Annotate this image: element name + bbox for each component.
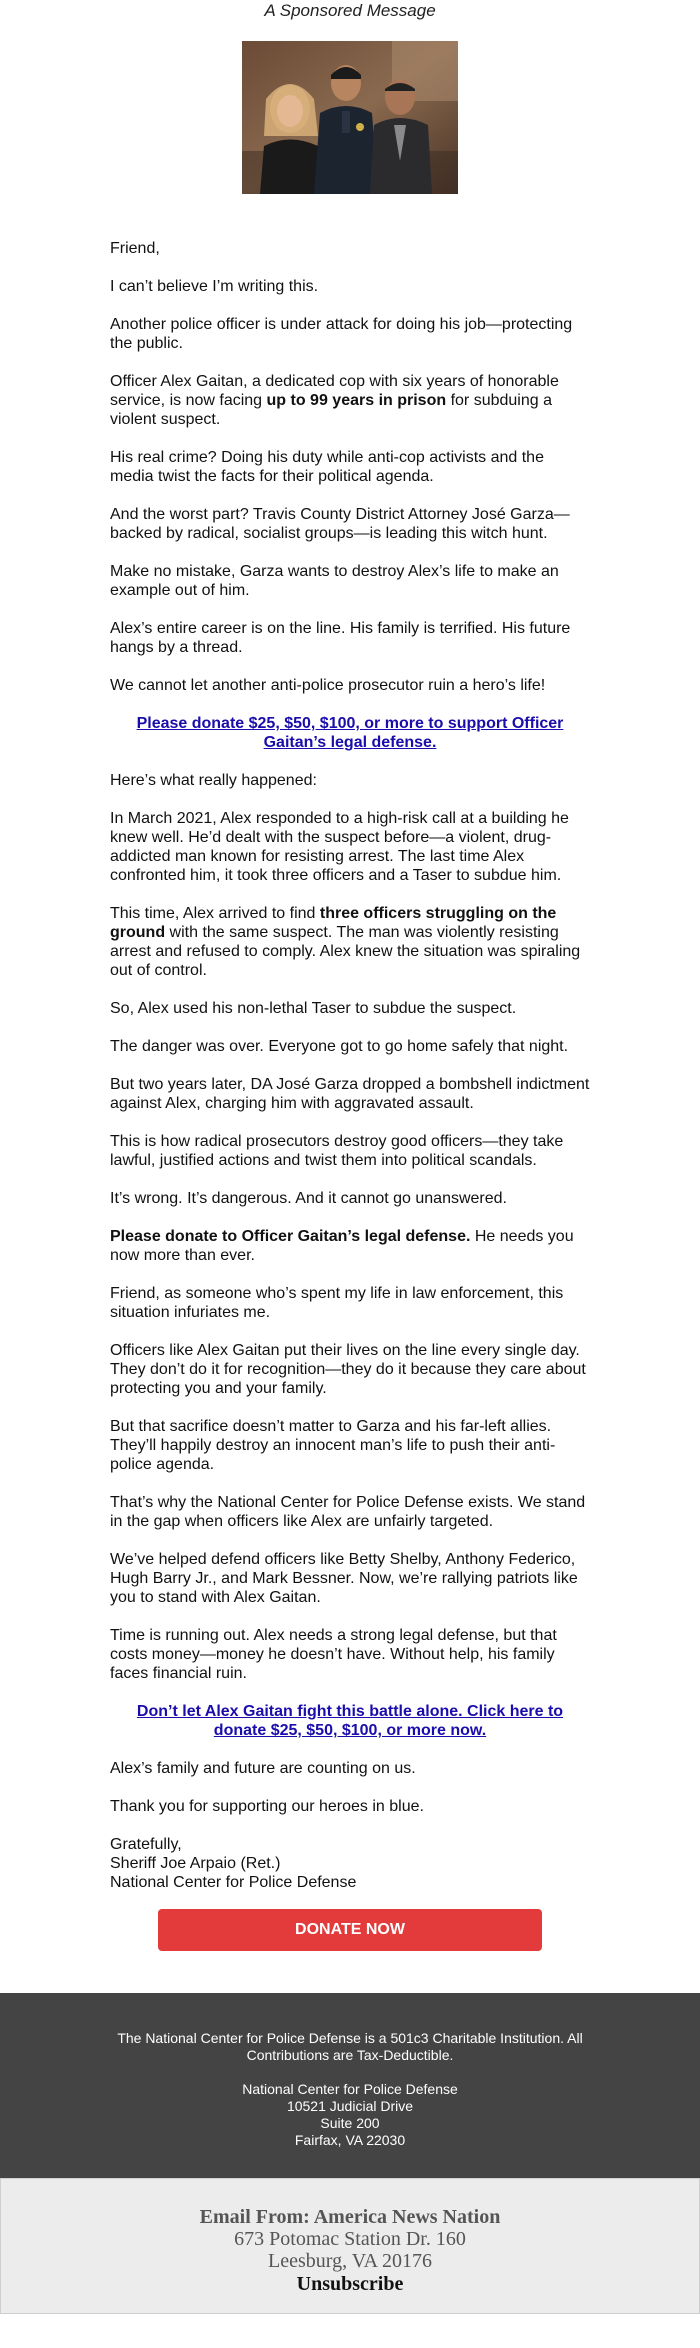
text-run: for subduing a violent suspect. <box>110 392 552 428</box>
hero-photo <box>242 41 458 194</box>
paragraph: And the worst part? Travis County District Attorney José Garza—backed by radical, socialist groups—is leading this witch hunt. <box>110 506 570 542</box>
greeting: Friend, <box>110 240 160 257</box>
org-city: Fairfax, VA 22030 <box>294 2132 406 2148</box>
email-from: Email From: America News Nation <box>199 2206 501 2228</box>
text-run: This time, Alex arrived to find <box>110 905 320 922</box>
paragraph: The danger was over. Everyone got to go home safely that night. <box>110 1038 569 1055</box>
paragraph: Time is running out. Alex needs a strong legal defense, but that costs money—money he doesn’t have. Without help, his family faces financial ruin. <box>110 1627 557 1682</box>
text-run: He needs you now more than ever. <box>110 1228 574 1264</box>
signature-block <box>110 1835 590 1892</box>
paragraph: This is how radical prosecutors destroy good officers—they take lawful, justified actions and twist them into political scandals. <box>110 1133 564 1169</box>
tax-disclaimer: The National Center for Police Defense is a 501c3 Charitable Institution. All Contributions are Tax-Deductible. <box>117 2030 583 2063</box>
signature-line: Gratefully, <box>110 1836 182 1853</box>
paragraph: But that sacrifice doesn’t matter to Garza and his far-left allies. They’ll happily destroy an innocent man’s life to push their anti-police agenda. <box>110 1418 556 1473</box>
sponsored-message-label: A Sponsored Message <box>264 1 436 20</box>
bold-text: up to 99 years in prison <box>266 392 447 409</box>
org-suite: Suite 200 <box>320 2115 380 2131</box>
bold-text: three officers struggling on the ground <box>110 905 557 941</box>
letter-body <box>110 239 590 1892</box>
paragraph: Make no mistake, Garza wants to destroy Alex’s life to make an example out of him. <box>110 563 559 599</box>
paragraph <box>110 904 590 980</box>
sender-street: 673 Potomac Station Dr. 160 <box>234 2228 466 2250</box>
paragraph: Friend, as someone who’s spent my life in law enforcement, this situation infuriates me. <box>110 1285 564 1321</box>
signature-line: Sheriff Joe Arpaio (Ret.) <box>110 1855 281 1872</box>
organization-footer <box>0 1993 700 2178</box>
sender-footer <box>0 2178 700 2314</box>
paragraph: In March 2021, Alex responded to a high-risk call at a building he knew well. He’d dealt with the suspect before—a violent, drug-addicted man known for resisting arrest. The last time Alex confronted him, it took three officers and a Taser to subdue him. <box>110 810 569 884</box>
paragraph: We’ve helped defend officers like Betty Shelby, Anthony Federico, Hugh Barry Jr., and Mark Bessner. Now, we’re rallying patriots like you to stand with Alex Gaitan. <box>110 1551 578 1606</box>
paragraph <box>110 1227 590 1265</box>
text-run: Officer Alex Gaitan, a dedicated cop with six years of honorable service, is now facing <box>110 373 559 409</box>
paragraph: Thank you for supporting our heroes in blue. <box>110 1798 424 1815</box>
paragraph: We cannot let another anti-police prosecutor ruin a hero’s life! <box>110 677 546 694</box>
bold-text: Please donate to Officer Gaitan’s legal defense. <box>110 1228 471 1245</box>
paragraph: Here’s what really happened: <box>110 772 317 789</box>
unsubscribe-link[interactable]: Unsubscribe <box>296 2273 404 2295</box>
paragraph: Alex’s family and future are counting on us. <box>110 1760 416 1777</box>
paragraph <box>110 372 590 429</box>
signature-line: National Center for Police Defense <box>110 1874 357 1891</box>
paragraph: Alex’s entire career is on the line. His family is terrified. His future hangs by a thread. <box>110 620 571 656</box>
org-street: 10521 Judicial Drive <box>286 2098 414 2114</box>
paragraph: So, Alex used his non-lethal Taser to subdue the suspect. <box>110 1000 517 1017</box>
paragraph: I can’t believe I’m writing this. <box>110 278 319 295</box>
paragraph: His real crime? Doing his duty while anti-cop activists and the media twist the facts for their political agenda. <box>110 449 544 485</box>
donate-link[interactable]: Please donate $25, $50, $100, or more to support Officer Gaitan’s legal defense. <box>136 715 564 751</box>
sender-city: Leesburg, VA 20176 <box>268 2250 432 2272</box>
org-name: National Center for Police Defense <box>242 2081 458 2097</box>
donate-now-button[interactable]: DONATE NOW <box>158 1909 542 1951</box>
paragraph: That’s why the National Center for Police Defense exists. We stand in the gap when officers like Alex are unfairly targeted. <box>110 1494 586 1530</box>
text-run: with the same suspect. The man was violently resisting arrest and refused to comply. Alex knew the situation was spiraling out of control. <box>110 924 581 979</box>
paragraph: But two years later, DA José Garza dropped a bombshell indictment against Alex, charging him with aggravated assault. <box>110 1076 590 1112</box>
donate-link[interactable]: Don’t let Alex Gaitan fight this battle alone. Click here to donate $25, $50, $100, or more now. <box>136 1703 564 1739</box>
paragraph: Another police officer is under attack for doing his job—protecting the public. <box>110 316 573 352</box>
paragraph: Officers like Alex Gaitan put their lives on the line every single day. They don’t do it for recognition—they do it because they care about protecting you and your family. <box>110 1342 586 1397</box>
paragraph: It’s wrong. It’s dangerous. And it cannot go unanswered. <box>110 1190 507 1207</box>
